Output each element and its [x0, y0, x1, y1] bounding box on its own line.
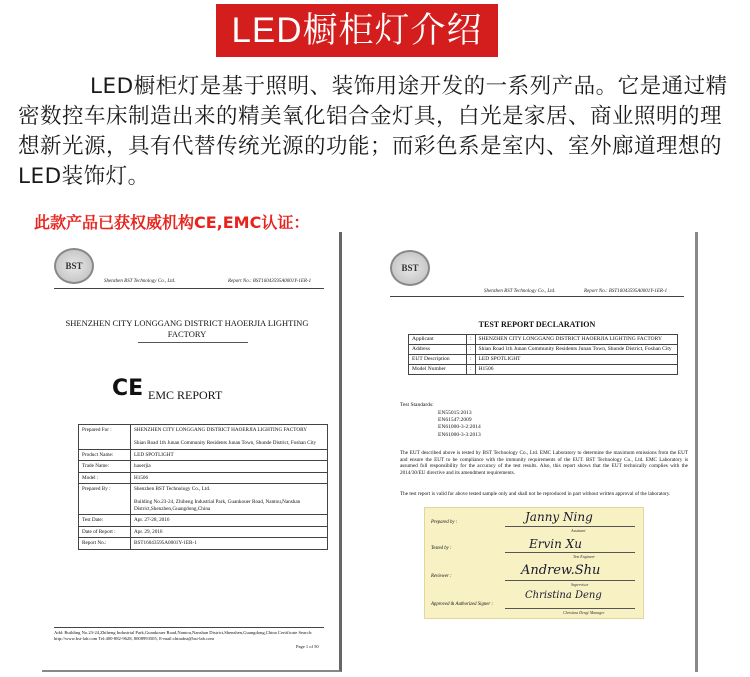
signature-label: Approved & Authorized Signer : — [431, 602, 494, 607]
signature-name: Ervin Xu — [529, 537, 582, 551]
report-title: EMC REPORT — [148, 388, 223, 402]
page-title: LED橱柜灯介绍 — [216, 4, 498, 57]
bst-logo-icon: BST — [54, 248, 94, 284]
table-row — [409, 365, 678, 375]
signature-role: Assistant — [571, 528, 586, 533]
signature-name: Janny Ning — [525, 510, 593, 524]
signature-line — [505, 608, 635, 609]
row-value: H1506 — [475, 365, 677, 375]
table-row — [409, 335, 678, 345]
header-divider — [54, 288, 324, 289]
row-key: Date of Report : — [79, 526, 131, 538]
test-standards-label: Test Standards: — [400, 402, 434, 408]
signature-role: Test Engineer — [573, 554, 595, 559]
declaration-paragraph: The EUT described above is tested by BST Technology Co., Ltd. EMC Laboratory to determine the maximum emissions from the EUT and ensure the EUT to be compliance with the immunity requirements of the EUT. BST Technology Co., Ltd. EMC Laboratory is assumed full responsibility for the accuracy of the test results. Also, this report shows that the EUT technically complies with the 2014/30/EU directive and its amendment requirements. — [400, 450, 688, 476]
row-value: LED SPOTLIGHT — [475, 355, 677, 365]
standard-item: EN61000-3-2:2014 — [438, 424, 481, 431]
footer-address: Add: Building No.23-24,Zhiheng Industrial Park,Guankouer Road,Nantou,Nanshan District,Shenzhen,Guangdong,China Certificate Search: http://www.bst-lab.com Tel:400-882-9628, 8008993505, E-mail:chinabst@bst-lab.com — [54, 630, 313, 641]
header-divider — [390, 296, 684, 297]
row-value: H1506 — [131, 472, 328, 484]
footer-divider — [54, 627, 324, 628]
row-value: LED SPOTLIGHT — [131, 449, 328, 461]
row-value: SHENZHEN CITY LONGGANG DISTRICT HAOERJIA LIGHTING FACTORY — [475, 335, 677, 345]
bst-logo-icon: BST — [390, 250, 430, 286]
table-row — [409, 355, 678, 365]
row-colon: : — [467, 335, 476, 345]
table-row — [79, 484, 328, 515]
table-row — [79, 515, 328, 527]
row-value: haoerjia — [131, 461, 328, 473]
signature-role: Supervisor — [571, 582, 589, 587]
header-company: Shenzhen BST Technology Co., Ltd. — [484, 289, 556, 294]
declaration-table — [408, 334, 678, 375]
row-colon: : — [467, 365, 476, 375]
row-key: Test Date: — [79, 515, 131, 527]
row-value: SHENZHEN CITY LONGGANG DISTRICT HAOERJIA LIGHTING FACTORY Shian Road 1th Junan Community Residents Junan Town, Shunde District, Foshan City — [131, 425, 328, 450]
row-key: Applicant — [409, 335, 467, 345]
intro-paragraph: LED橱柜灯是基于照明、装饰用途开发的一系列产品。它是通过精密数控车床制造出来的精美氧化铝合金灯具，白光是家居、商业照明的理想新光源，具有代替传统光源的功能；而彩色系是室内、室外廊道理想的LED装饰灯。 — [18, 74, 728, 189]
header-report-no: Report No.: BST16043595A0001Y-1ER-1 — [584, 289, 668, 294]
signature-name: Andrew.Shu — [521, 563, 601, 578]
row-value: BST16043595A0001Y-1ER-1 — [131, 538, 328, 550]
signature-line — [505, 580, 635, 581]
validity-paragraph: The test report is valid for above tested sample only and shall not be reproduced in part without written approval of the laboratory. — [400, 491, 671, 497]
row-key: EUT Description — [409, 355, 467, 365]
header-report-no: Report No.: BST16043595A0001Y-1ER-1 — [228, 279, 312, 284]
signature-label: Reviewer : — [431, 574, 452, 579]
standard-item: EN61000-3-3:2013 — [438, 431, 481, 438]
row-key: Address — [409, 345, 467, 355]
table-row — [409, 345, 678, 355]
row-key: Prepared By : — [79, 484, 131, 515]
row-value: Apr. 29, 2016 — [131, 526, 328, 538]
table-row — [79, 449, 328, 461]
table-row — [79, 472, 328, 484]
signature-name: Christina Deng — [525, 590, 602, 601]
factory-name: SHENZHEN CITY LONGGANG DISTRICT HAOERJIA LIGHTING FACTORY — [65, 318, 309, 339]
standard-item: EN61547:2009 — [438, 417, 472, 424]
test-report-declaration-image — [376, 232, 698, 672]
factory-underline — [138, 342, 248, 343]
row-value: Apr. 27-28, 2016 — [131, 515, 328, 527]
emc-report-cover-image — [42, 232, 342, 672]
row-key: Product Name: — [79, 449, 131, 461]
table-row — [79, 425, 328, 450]
table-row — [79, 461, 328, 473]
report-info-table — [78, 424, 328, 550]
signature-line — [505, 526, 635, 527]
table-row — [79, 526, 328, 538]
row-key: Trade Name: — [79, 461, 131, 473]
standard-item: EN55015:2013 — [438, 410, 472, 416]
row-value: Shian Road 1th Junan Community Residents Junan Town, Shunde District, Foshan City — [475, 345, 677, 355]
row-value: Shenzhen BST Technology Co., Ltd. Building No.23-24, Zhiheng Industrial Park, Guankouer Road, Nantou,Nanshan District,Shenzhen,Guangdong,China — [131, 484, 328, 515]
signature-box — [424, 507, 644, 619]
row-key: Model : — [79, 472, 131, 484]
row-key: Model Number — [409, 365, 467, 375]
signature-line — [505, 552, 635, 553]
header-company: Shenzhen BST Technology Co., Ltd. — [104, 279, 176, 284]
row-key: Prepared For : — [79, 425, 131, 450]
signature-role: Christina Deng/ Manager — [563, 610, 605, 615]
certification-heading: 此款产品已获权威机构CE,EMC认证： — [34, 213, 310, 232]
ce-mark: CE — [112, 376, 144, 401]
page-number: Page 1 of 50 — [296, 644, 319, 649]
signature-label: Prepared by : — [431, 520, 458, 525]
row-colon: : — [467, 355, 476, 365]
row-colon: : — [467, 345, 476, 355]
table-row — [79, 538, 328, 550]
signature-label: Tested by : — [431, 546, 452, 551]
declaration-title: TEST REPORT DECLARATION — [478, 320, 596, 329]
row-key: Report No.: — [79, 538, 131, 550]
test-standards-list — [438, 410, 481, 439]
